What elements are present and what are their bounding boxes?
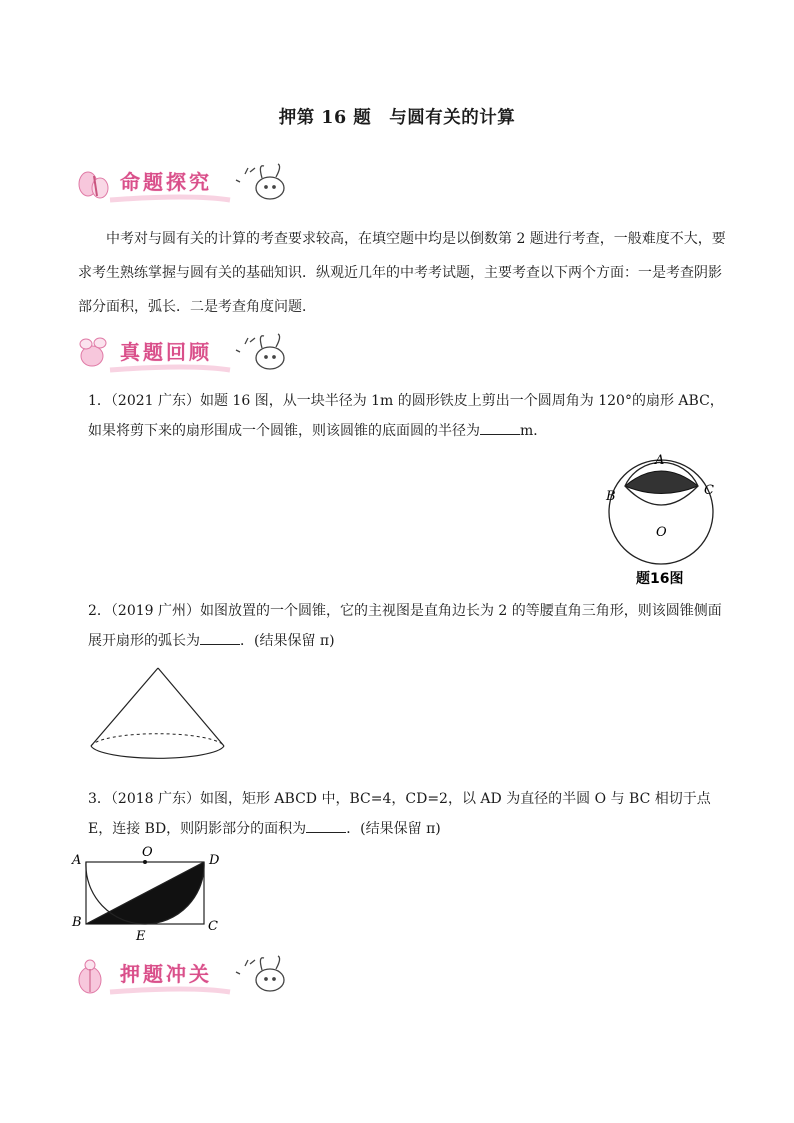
page-title: 押第 16 题 与圆有关的计算 xyxy=(278,108,516,128)
section-header-explore xyxy=(70,160,300,210)
section-title: 押题冲关 xyxy=(120,962,212,986)
answer-blank xyxy=(200,630,240,645)
label-B: B xyxy=(606,489,616,504)
section-header-pass xyxy=(70,952,300,1002)
answer-blank xyxy=(480,420,520,435)
figure-rectangle-semicircle xyxy=(68,842,228,942)
figure-cone xyxy=(84,664,234,774)
question-3: 3．（2018 广东）如图，矩形 ABCD 中，BC=4，CD=2，以 AD 为直径的半圆 O 与 BC 相切于点 E，连接 BD，则阴影部分的面积为 ．(结果保留 π) xyxy=(88,791,711,837)
figure-caption: 题16图 xyxy=(636,571,684,587)
label-E: E xyxy=(136,929,146,942)
label-A: A xyxy=(72,853,82,868)
bunny-icon xyxy=(236,956,284,991)
answer-blank xyxy=(306,818,346,833)
label-C: C xyxy=(208,919,218,934)
label-D: D xyxy=(209,853,220,868)
section-title: 真题回顾 xyxy=(120,340,212,364)
question-1: 1．（2021 广东）如题 16 图，从一块半径为 1m 的圆形铁皮上剪出一个圆周角为 120°的扇形 ABC，如果将剪下来的扇形围成一个圆锥，则该圆锥的底面圆的半径为 m． xyxy=(88,393,724,439)
label-C: C xyxy=(704,483,714,498)
label-B: B xyxy=(72,915,82,930)
bunny-icon xyxy=(236,164,284,199)
label-O: O xyxy=(656,525,667,540)
bunny-icon xyxy=(236,334,284,369)
label-O: O xyxy=(142,845,153,860)
label-A: A xyxy=(655,453,665,468)
intro-paragraph: 中考对与圆有关的计算的考查要求较高，在填空题中均是以倒数第 2 题进行考查，一般难度不大，要求考生熟练掌握与圆有关的基础知识．纵观近几年的中考考试题，主要考查以下两个方面：一是考查阴影部分面积，弧长．二是考查角度问题． xyxy=(78,231,726,315)
figure-16-circle-sector xyxy=(598,446,728,591)
section-title: 命题探究 xyxy=(120,170,212,194)
section-header-review xyxy=(70,330,300,380)
question-2: 2．（2019 广州）如图放置的一个圆锥，它的主视图是直角边长为 2 的等腰直角三角形，则该圆锥侧面展开扇形的弧长为 ．(结果保留 π) xyxy=(88,603,722,649)
